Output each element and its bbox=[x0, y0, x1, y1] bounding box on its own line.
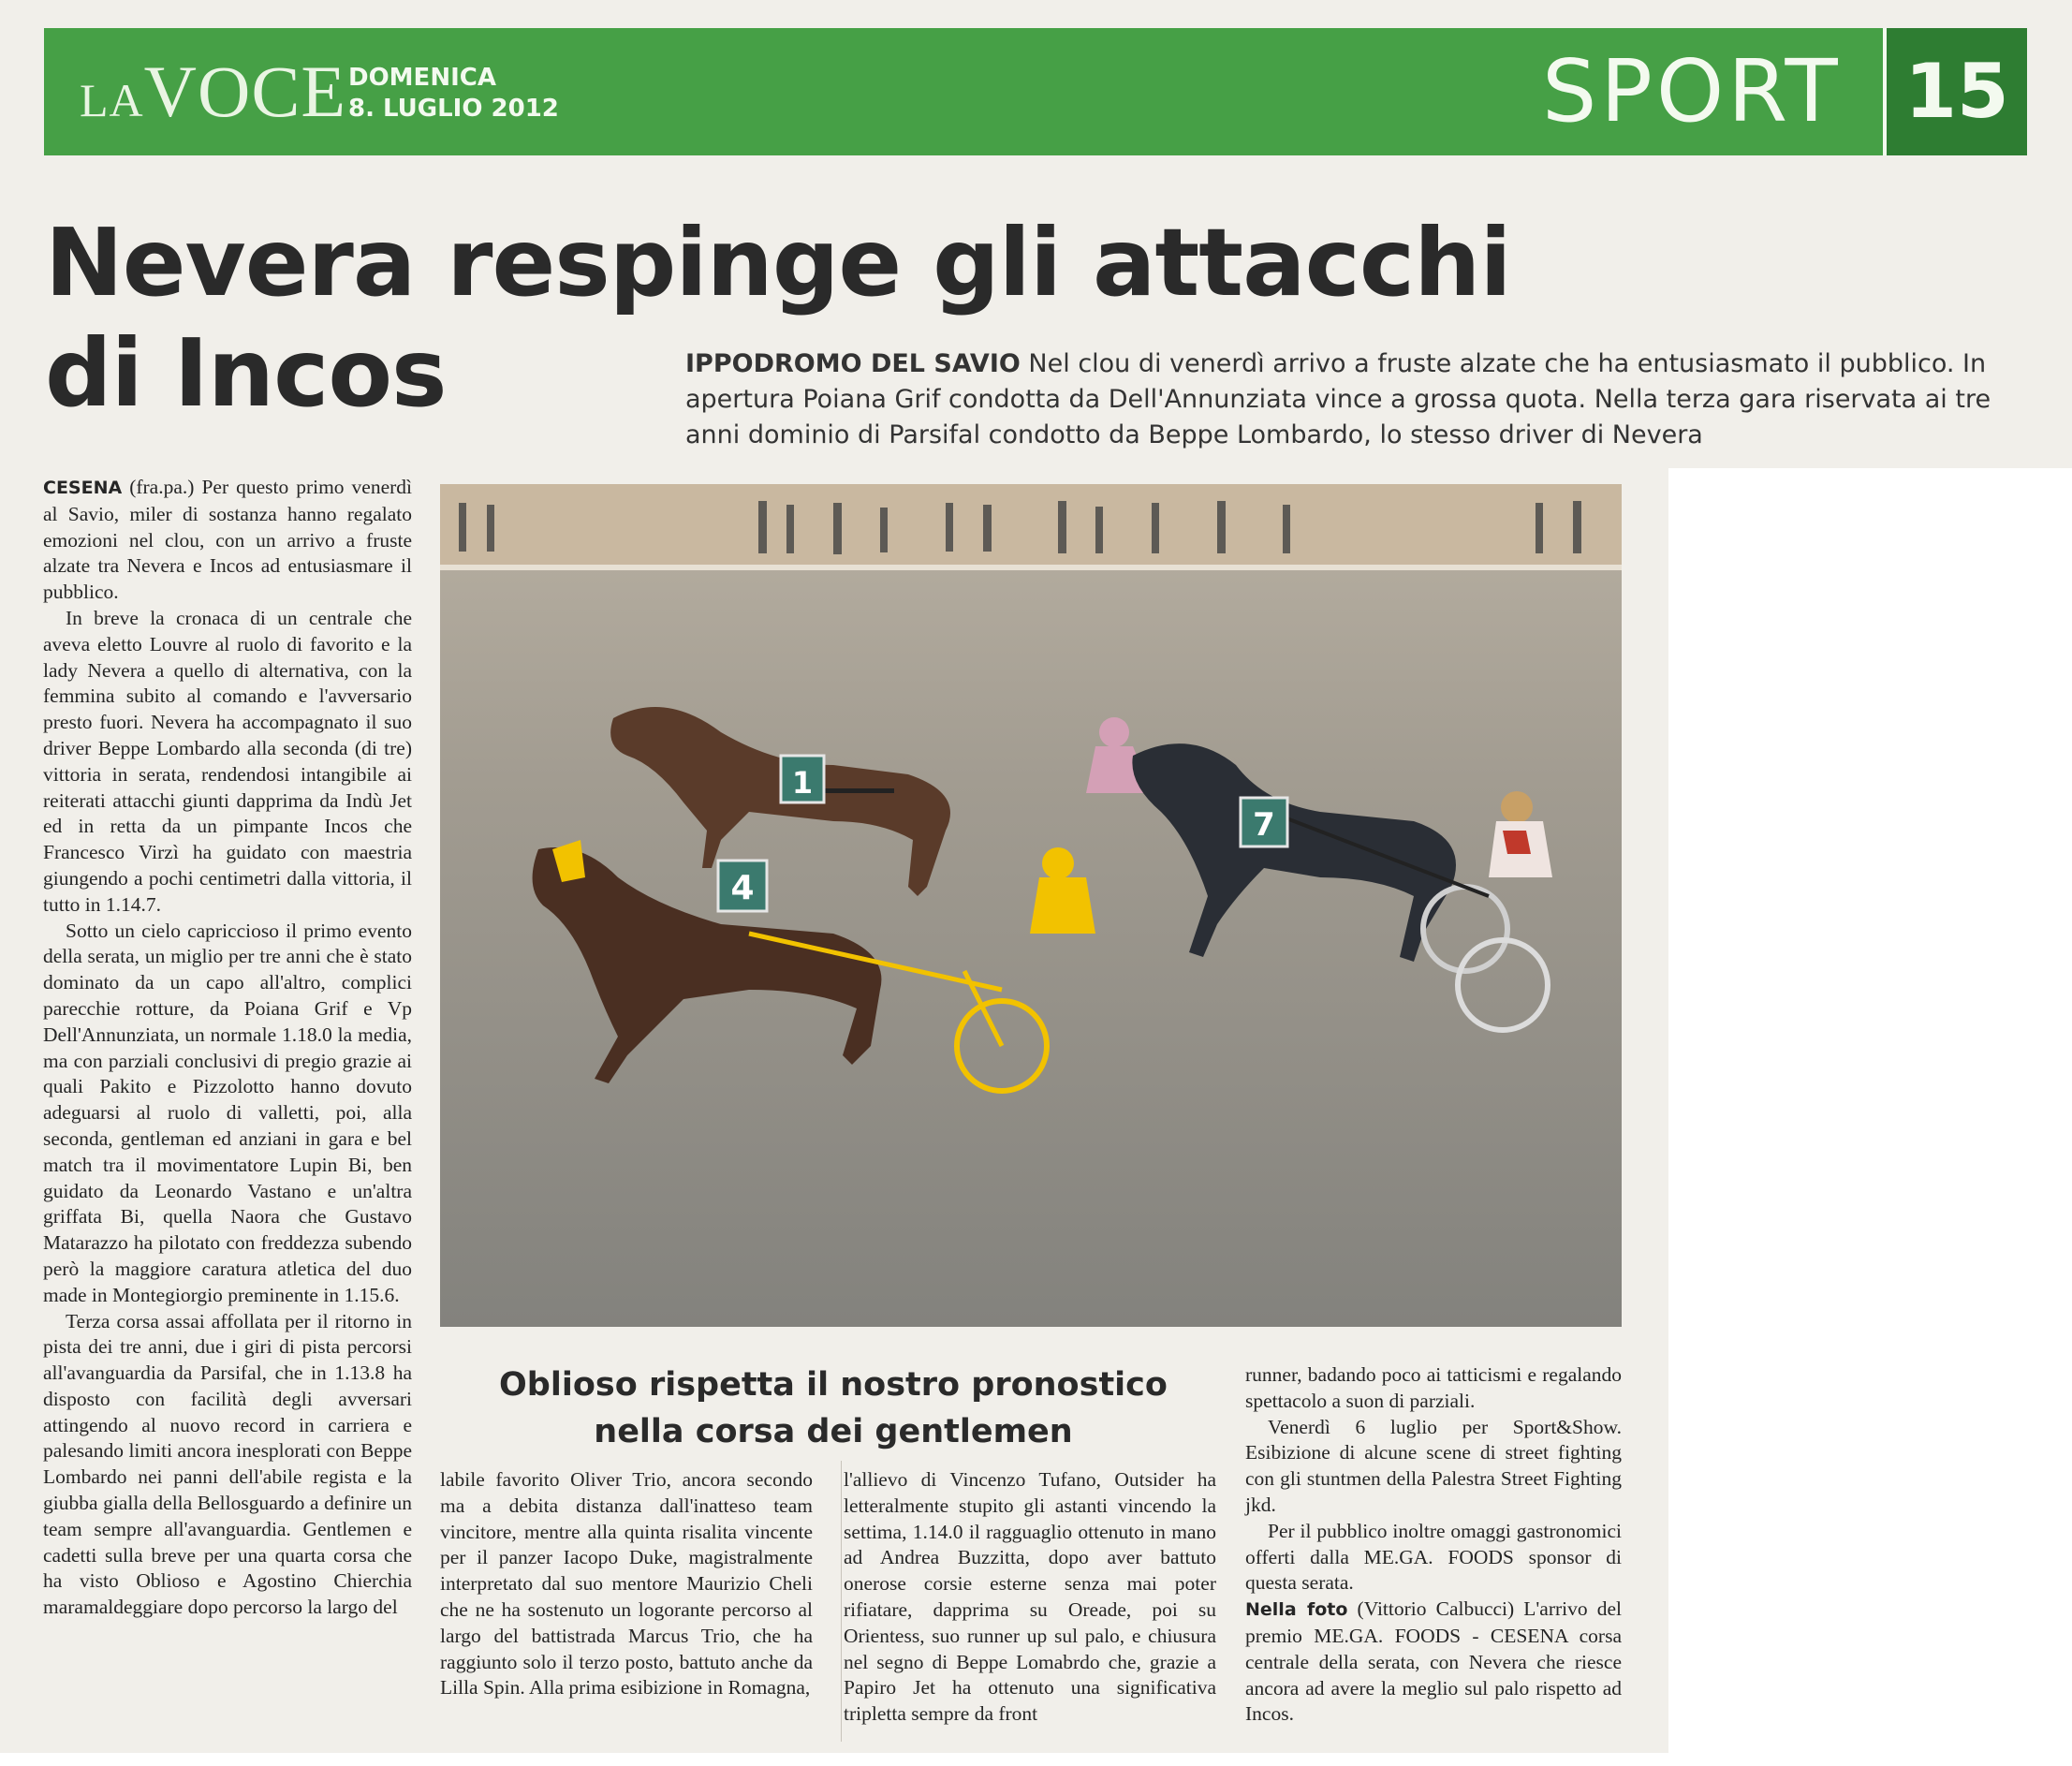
rail bbox=[440, 565, 1622, 570]
kicker-text: Nel clou di venerdì arrivo a fruste alzate che ha entusiasmato il pubblico. In apertura Poiana Grif condotta da Dell'Annunziata vince a grossa quota. Nella terza gara riservata ai tre anni dominio di Parsifal condotto da Beppe Lombardo, lo stesso driver di Nevera bbox=[685, 349, 1991, 449]
column-4-paragraph-2: Venerdì 6 luglio per Sport&Show. Esibizione di alcune scene di street fighting con gli stuntmen della Palestra Street Fighting jkd. bbox=[1245, 1415, 1622, 1516]
article-column-3 bbox=[844, 1467, 1216, 1728]
kicker-label: IPPODROMO DEL SAVIO bbox=[685, 349, 1021, 378]
newspaper-logo bbox=[80, 51, 346, 138]
subheadline-line-2: nella corsa dei gentlemen bbox=[594, 1413, 1073, 1450]
subheadline bbox=[440, 1361, 1227, 1455]
column-divider bbox=[841, 1461, 842, 1742]
masthead-bar bbox=[44, 28, 2027, 155]
issue-day: DOMENICA bbox=[348, 64, 496, 92]
section-title: SPORT bbox=[1542, 41, 1842, 141]
issue-full-date: 8. LUGLIO 2012 bbox=[348, 95, 559, 123]
article-column-1 bbox=[43, 475, 412, 1621]
blank-area-bottom bbox=[0, 1753, 2072, 1766]
bib-1 bbox=[781, 756, 824, 802]
caption-label: Nella foto bbox=[1245, 1599, 1348, 1621]
column-4-paragraph-3: Per il pubblico inoltre omaggi gastronomici offerti dalla ME.GA. FOODS sponsor di questa serata. bbox=[1245, 1519, 1622, 1595]
column-2-text: labile favorito Oliver Trio, ancora secondo ma a debita distanza dall'inatteso team vincitore, mentre alla quinta risalita vincente per il panzer Iacopo Duke, magistralmente interpretato dal suo mentore Maurizio Cheli che ne ha sostenuto un logorante percorso al largo del battistrada Marcus Trio, che ha raggiunto solo il terzo posto, battuto anche da Lilla Spin. Alla prima esibizione in Romagna, bbox=[440, 1468, 813, 1700]
issue-date bbox=[348, 63, 559, 125]
bib-7-number: 7 bbox=[1253, 806, 1275, 844]
column-3-text: l'allievo di Vincenzo Tufano, Outsider ha letteralmente stupito gli astanti vincendo la settima, 1.14.0 il ragguaglio ottenuto in mano ad Andrea Buzzitta, dopo aver battuto onerose corsie esterne senza mai poter rifiatare, dapprima su Oreade, poi su Orientess, suo runner up sul palo, e chiusura nel segno di Beppe Lomabrdo che, grazie a Papiro Jet ha ottenuto una significativa tripletta sempre da front bbox=[844, 1468, 1216, 1726]
byline: (fra.pa.) bbox=[129, 476, 195, 498]
race-photo-illustration bbox=[440, 484, 1622, 1327]
bib-4-number: 4 bbox=[730, 869, 755, 907]
logo-name: VOCE bbox=[143, 51, 346, 132]
headline-line-1: Nevera respinge gli attacchi bbox=[45, 208, 1511, 317]
page-number: 15 bbox=[1904, 48, 2009, 135]
paragraph-3: Sotto un cielo capriccioso il primo evento della serata, un miglio per tre anni che è stato dominato da un capo all'altro, complici parecchie rotture, da Poiana Grif e Vp Dell'Annunziata, un normale 1.18.0 la media, ma con parziali conclusivi di pregio grazie ai quali Pakito e Pizzolotto hanno dovuto adeguarsi al ruolo di valletti, poi, alla seconda, gentleman ed anziani in gara e bel match tra il movimentatore Lupin Bi, ben guidato da Leonardo Vastano e un'altra griffata Bi, quella Naora che Gustavo Matarazzo ha pilotato con freddezza subendo però la maggiore caratura atletica del duo made in Montegiorgio preminente in 1.15.6. bbox=[43, 919, 412, 1306]
caption-text: (Vittorio Calbucci) L'arrivo del premio ME.GA. FOODS - CESENA corsa centrale della serata, con Nevera che riesce ancora ad avere la meglio sul palo rispetto ad Incos. bbox=[1245, 1597, 1622, 1726]
blank-area-right bbox=[1668, 468, 2072, 1766]
grandstand bbox=[440, 484, 1622, 568]
page-number-box bbox=[1883, 28, 2027, 155]
bib-4 bbox=[718, 861, 767, 911]
race-photo bbox=[440, 484, 1622, 1327]
paragraph-4: Terza corsa assai affollata per il ritorno in pista dei tre anni, due i giri di pista percorsi all'avanguardia da Parsifal, che in 1.13.8 ha disposto con facilità degli avversari attingendo al nuovo record in carriera e palesando limiti ancora inesplorati con Beppe Lombardo nei panni dell'abile regista e la giubba gialla della Bellosguardo a definire un team sempre all'avanguardia. Gentlemen e cadetti sulla breve per una quarta corsa che ha visto Oblioso e Agostino Chierchia maramaldeggiare dopo percorso la largo del bbox=[43, 1309, 412, 1619]
dateline: CESENA bbox=[43, 478, 123, 498]
article-column-4 bbox=[1245, 1362, 1622, 1728]
logo-prefix: LA bbox=[80, 74, 144, 126]
column-4-paragraph-1: runner, badando poco ai tatticismi e regalando spettacolo a suon di parziali. bbox=[1245, 1363, 1622, 1412]
headline-line-2: di Incos bbox=[45, 318, 447, 428]
kicker bbox=[685, 346, 2034, 453]
article-column-2 bbox=[440, 1467, 813, 1701]
paragraph-2: In breve la cronaca di un centrale che aveva eletto Louvre al ruolo di favorito e la lady Nevera a quello di alternativa, con la femmina subito al comando e l'avversario presto fuori. Nevera ha accompagnato il suo driver Beppe Lombardo alla seconda (di tre) vittoria in serata, rendendosi intangibile ai reiterati attacchi giunti dapprima da Indù Jet ed in retta da un pimpante Incos che Francesco Virzì ha guidato con maestria giungendo a pochi centimetri dalla vittoria, il tutto in 1.14.7. bbox=[43, 606, 412, 916]
lead-text: Per questo primo venerdì al Savio, miler di sostanza hanno regalato emozioni nel clou, con un arrivo a fruste alzate tra Nevera e Incos ad entusiasmare il pubblico. bbox=[43, 476, 413, 604]
lead-paragraph bbox=[43, 475, 412, 606]
photo-caption bbox=[1245, 1597, 1622, 1728]
subheadline-line-1: Oblioso rispetta il nostro pronostico bbox=[499, 1366, 1168, 1404]
bib-7 bbox=[1241, 798, 1287, 846]
bib-1-number: 1 bbox=[791, 765, 814, 801]
